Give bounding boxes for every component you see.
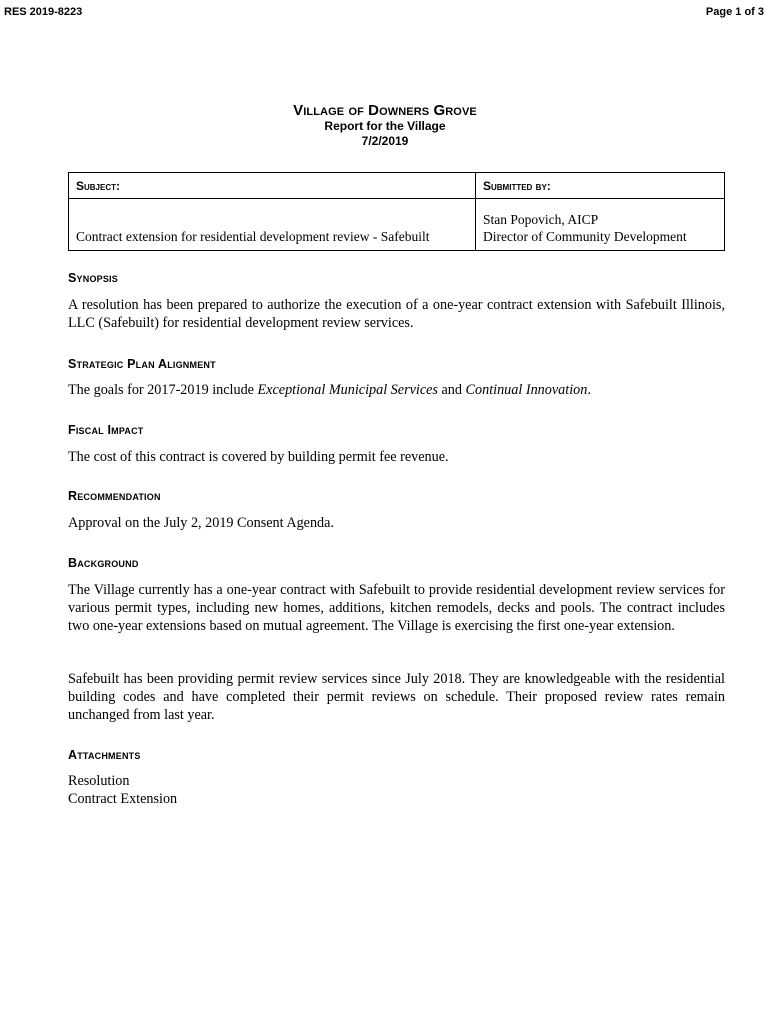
goal-exceptional-services: Exceptional Municipal Services (257, 382, 438, 398)
attachments-list (68, 772, 725, 808)
recommendation-text: Approval on the July 2, 2019 Consent Agenda. (68, 515, 334, 531)
submitted-by-label: Submitted by: (476, 173, 725, 199)
strategic-plan-text-middle: and (437, 382, 466, 398)
fiscal-impact-text: The cost of this contract is covered by building permit fee revenue. (68, 449, 449, 465)
synopsis-heading: Synopsis (68, 271, 118, 285)
background-paragraph-2: Safebuilt has been providing permit review services since July 2018. They are knowledgeable with the residential building codes and have completed their permit reviews on schedule. Their proposed review rates remain unchanged from last year. (68, 671, 725, 723)
submitter-name: Stan Popovich, AICP (483, 212, 599, 227)
fiscal-impact-heading: Fiscal Impact (68, 423, 144, 437)
report-date: 7/2/2019 (361, 134, 409, 148)
strategic-plan-text-end: . (587, 382, 591, 398)
background-paragraph-1: The Village currently has a one-year contract with Safebuilt to provide residential development review services for various permit types, including new homes, additions, kitchen remodels, decks and pools. The contract includes two one-year extensions based on mutual agreement. The Village is exercising the first one-year extension. (68, 582, 725, 634)
strategic-plan-heading: Strategic Plan Alignment (68, 357, 216, 371)
synopsis-text: A resolution has been prepared to authorize the execution of a one-year contract extension with Safebuilt Illinois, LLC (Safebuilt) for residential development review services. (68, 297, 725, 331)
submitter-title: Director of Community Development (483, 229, 687, 244)
report-subtitle: Report for the Village (324, 119, 446, 133)
submitter-cell (476, 199, 725, 251)
strategic-plan-text (68, 381, 725, 399)
background-heading: Background (68, 556, 139, 570)
attachment-contract-extension: Contract Extension (68, 791, 178, 807)
attachment-resolution: Resolution (68, 773, 130, 789)
page-indicator: Page 1 of 3 (705, 6, 764, 18)
title-block (0, 102, 770, 149)
strategic-plan-text-start: The goals for 2017-2019 include (68, 382, 258, 398)
recommendation-heading: Recommendation (68, 489, 161, 503)
subject-value: Contract extension for residential development review - Safebuilt (69, 199, 476, 251)
page-title: Village of Downers Grove (293, 102, 477, 119)
subject-table (68, 172, 725, 251)
attachments-heading: Attachments (68, 748, 141, 762)
document-number: RES 2019-8223 (4, 6, 83, 18)
subject-label: Subject: (69, 173, 476, 199)
goal-continual-innovation: Continual Innovation (465, 382, 588, 398)
